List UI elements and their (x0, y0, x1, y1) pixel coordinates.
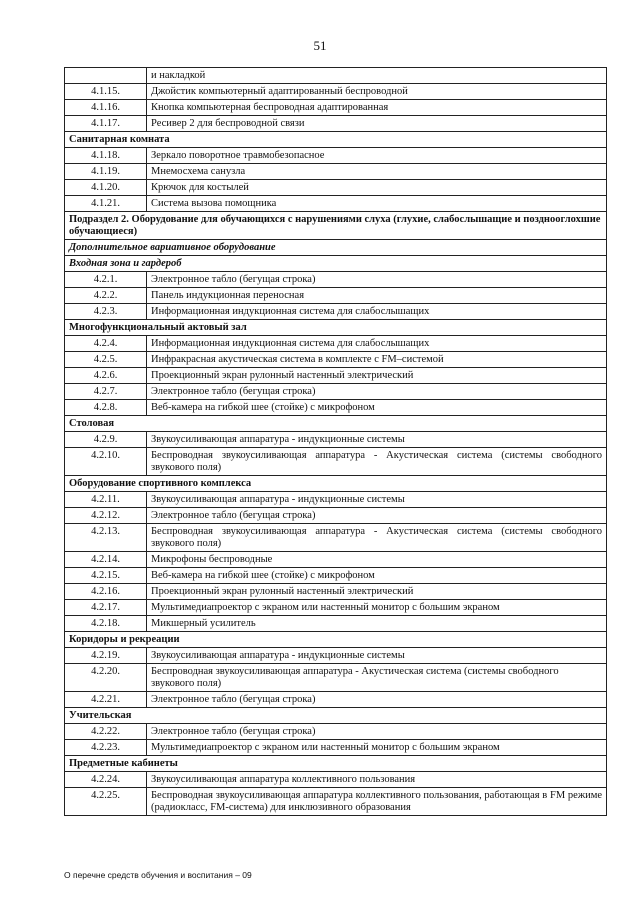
table-row (65, 368, 607, 384)
section-heading-row (65, 708, 607, 724)
item-number: 4.1.18. (65, 148, 147, 164)
table-row (65, 508, 607, 524)
item-number: 4.2.12. (65, 508, 147, 524)
section-heading: Предметные кабинеты (65, 756, 607, 772)
table-row (65, 68, 607, 84)
item-name: Мультимедиапроектор с экраном или настенный монитор с большим экраном (147, 740, 607, 756)
table-row (65, 116, 607, 132)
table-row (65, 492, 607, 508)
item-number: 4.2.25. (65, 788, 147, 816)
item-name: Мультимедиапроектор с экраном или настенный монитор с большим экраном (147, 600, 607, 616)
item-name: Микрофоны беспроводные (147, 552, 607, 568)
item-name: Кнопка компьютерная беспроводная адаптированная (147, 100, 607, 116)
item-name: Микшерный усилитель (147, 616, 607, 632)
table-row (65, 336, 607, 352)
section-heading: Столовая (65, 416, 607, 432)
item-number: 4.1.21. (65, 196, 147, 212)
table-row (65, 724, 607, 740)
table-row (65, 552, 607, 568)
table-row (65, 692, 607, 708)
section-heading: Оборудование спортивного комплекса (65, 476, 607, 492)
item-number: 4.2.22. (65, 724, 147, 740)
item-name: Беспроводная звукоусиливающая аппаратура - Акустическая система (системы свободного звукового поля) (147, 448, 607, 476)
table-row (65, 568, 607, 584)
item-number: 4.2.2. (65, 288, 147, 304)
item-number: 4.2.18. (65, 616, 147, 632)
footer-note: О перечне средств обучения и воспитания – 09 (64, 870, 252, 880)
subsection-heading-row (65, 212, 607, 240)
section-heading-row (65, 416, 607, 432)
item-name: Инфракрасная акустическая система в комплекте с FM–системой (147, 352, 607, 368)
table-row (65, 740, 607, 756)
table-row (65, 288, 607, 304)
item-name: Информационная индукционная система для слабослышащих (147, 336, 607, 352)
item-name: Электронное табло (бегущая строка) (147, 272, 607, 288)
item-number: 4.2.23. (65, 740, 147, 756)
table-row (65, 384, 607, 400)
item-name: Крючок для костылей (147, 180, 607, 196)
page-number: 51 (313, 38, 327, 53)
item-number: 4.2.5. (65, 352, 147, 368)
table-row (65, 524, 607, 552)
item-number: 4.2.10. (65, 448, 147, 476)
table-row (65, 180, 607, 196)
table-row (65, 272, 607, 288)
item-number: 4.2.21. (65, 692, 147, 708)
item-number: 4.1.15. (65, 84, 147, 100)
item-number: 4.2.15. (65, 568, 147, 584)
table-row (65, 648, 607, 664)
section-heading: Коридоры и рекреации (65, 632, 607, 648)
item-name: Электронное табло (бегущая строка) (147, 508, 607, 524)
section-heading: Санитарная комната (65, 132, 607, 148)
item-number: 4.2.8. (65, 400, 147, 416)
item-number: 4.1.16. (65, 100, 147, 116)
table-row (65, 432, 607, 448)
table-row (65, 664, 607, 692)
item-number: 4.2.4. (65, 336, 147, 352)
item-number: 4.2.9. (65, 432, 147, 448)
item-name: Электронное табло (бегущая строка) (147, 692, 607, 708)
table-row (65, 448, 607, 476)
item-number: 4.1.20. (65, 180, 147, 196)
item-name: Джойстик компьютерный адаптированный беспроводной (147, 84, 607, 100)
section-heading-row (65, 320, 607, 336)
table-row (65, 352, 607, 368)
item-name: Панель индукционная переносная (147, 288, 607, 304)
table-row (65, 400, 607, 416)
item-number: 4.2.14. (65, 552, 147, 568)
sub-heading-row (65, 240, 607, 256)
table-row (65, 616, 607, 632)
item-number: 4.2.11. (65, 492, 147, 508)
item-name: Веб-камера на гибкой шее (стойке) с микрофоном (147, 400, 607, 416)
item-number: 4.2.17. (65, 600, 147, 616)
item-name: Мнемосхема санузла (147, 164, 607, 180)
item-number: 4.2.1. (65, 272, 147, 288)
table-row (65, 788, 607, 816)
item-name: Информационная индукционная система для слабослышащих (147, 304, 607, 320)
table-row (65, 100, 607, 116)
item-name: Зеркало поворотное травмобезопасное (147, 148, 607, 164)
table-row (65, 148, 607, 164)
item-number: 4.2.24. (65, 772, 147, 788)
section-heading-row (65, 132, 607, 148)
item-number: 4.2.16. (65, 584, 147, 600)
table-row (65, 196, 607, 212)
item-name: Беспроводная звукоусиливающая аппаратура - Акустическая система (системы свободного звукового поля) (147, 664, 607, 692)
subsection-heading: Подраздел 2. Оборудование для обучающихся с нарушениями слуха (глухие, слабослышащие и позднооглохшие обучающиеся) (65, 212, 607, 240)
table-row (65, 84, 607, 100)
item-name: и накладкой (147, 68, 607, 84)
item-name: Электронное табло (бегущая строка) (147, 724, 607, 740)
table-row (65, 772, 607, 788)
item-name: Проекционный экран рулонный настенный электрический (147, 584, 607, 600)
section-heading-row (65, 756, 607, 772)
item-number: 4.2.19. (65, 648, 147, 664)
sub-heading: Входная зона и гардероб (65, 256, 607, 272)
item-name: Звукоусиливающая аппаратура коллективного пользования (147, 772, 607, 788)
table-row (65, 600, 607, 616)
item-number: 4.2.7. (65, 384, 147, 400)
item-name: Веб-камера на гибкой шее (стойке) с микрофоном (147, 568, 607, 584)
item-name: Беспроводная звукоусиливающая аппаратура коллективного пользования, работающая в FM режиме (радиокласс, FM-система) для инклюзивного образования (147, 788, 607, 816)
item-number: 4.2.13. (65, 524, 147, 552)
sub-heading-row (65, 256, 607, 272)
equipment-table (64, 67, 607, 816)
section-heading: Учительская (65, 708, 607, 724)
table-row (65, 584, 607, 600)
section-heading-row (65, 476, 607, 492)
item-number: 4.2.6. (65, 368, 147, 384)
item-name: Беспроводная звукоусиливающая аппаратура - Акустическая система (системы свободного звукового поля) (147, 524, 607, 552)
equipment-table-body (65, 68, 607, 816)
item-name: Проекционный экран рулонный настенный электрический (147, 368, 607, 384)
item-number: 4.1.17. (65, 116, 147, 132)
table-row (65, 164, 607, 180)
section-heading: Многофункциональный актовый зал (65, 320, 607, 336)
table-row (65, 304, 607, 320)
item-number: 4.1.19. (65, 164, 147, 180)
item-name: Звукоусиливающая аппаратура - индукционные системы (147, 648, 607, 664)
item-number: 4.2.20. (65, 664, 147, 692)
item-name: Звукоусиливающая аппаратура - индукционные системы (147, 492, 607, 508)
section-heading-row (65, 632, 607, 648)
item-name: Электронное табло (бегущая строка) (147, 384, 607, 400)
item-name: Звукоусиливающая аппаратура - индукционные системы (147, 432, 607, 448)
sub-heading: Дополнительное вариативное оборудование (65, 240, 607, 256)
item-number (65, 68, 147, 84)
item-name: Система вызова помощника (147, 196, 607, 212)
item-number: 4.2.3. (65, 304, 147, 320)
item-name: Ресивер 2 для беспроводной связи (147, 116, 607, 132)
